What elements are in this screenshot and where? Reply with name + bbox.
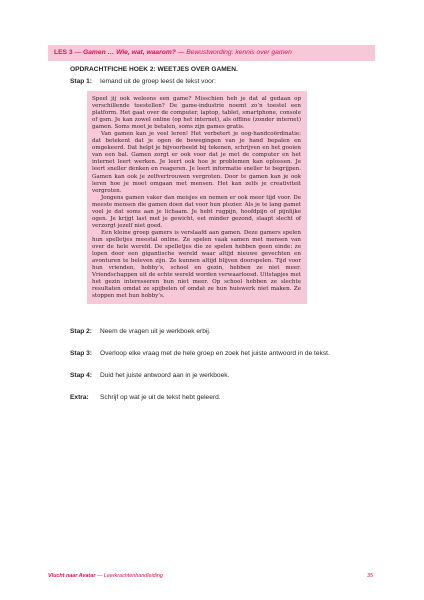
step-text: Iemand uit de groep leest de tekst voor: (100, 78, 216, 85)
paragraph: Jongens gamen vaker dan meisjes en nemen er ook meer tijd voor. De meeste mensen die gamen doen dat voor hun plezier. Als je te lang gamet voel je dat soms aan je lichaam. Je hebt rugpijn, hoofdpijn of pijnlijke ogen. Je krijgt last met je gewicht, eet minder gezond, slaapt slecht of verzorgt jezelf niet goed. (92, 194, 301, 229)
paragraph: Van gamen kan je veel leren! Het verbetert je oog-handcoördinatie: dat betekent dat je ogen de bewegingen van je hand bepalen en omgekeerd. Dat helpt je bijvoorbeeld bij tekenen, schrijven en het gooien van een bal. Gamen zorgt er ook voor dat je met de computer en het internet leert werken. Je leert ook hoe je problemen kan oplossen. Je leert sneller denken en reageren. Je leert informatie sneller te begrijpen. Gamen kan ook je zelfvertrouwen vergroten. Door te gamen kan je ook leren hoe je moet omgaan met mensen. Het kan zelfs je creativiteit vergroten. (92, 131, 301, 194)
step-label: Stap 3: (70, 350, 92, 358)
step-2 (70, 328, 370, 336)
step-text: Overloop elke vraag met de hele groep en zoek het juiste antwoord in de tekst. (100, 350, 330, 358)
step-3 (70, 350, 370, 358)
worksheet (70, 66, 370, 416)
reading-text-box (87, 91, 307, 304)
step-text: Neem de vragen uit je werkboek erbij. (100, 328, 211, 336)
book-title: Vlucht naar Avatar (48, 573, 96, 579)
step-extra (70, 394, 370, 402)
paragraph: Speel jij ook weleens een game? Misschien heb je dat al gedaan op verschillende toestellen? De game-industrie noemt zo’n toestel een platform. Het gaat over de computer, laptop, tablet, smartphone, console of gsm. Je kan zowel online (op het internet), als offline (zonder internet) gamen. Soms moet je betalen, soms zijn games gratis. (92, 96, 301, 131)
step-label: Stap 4: (70, 372, 92, 380)
section-title: OPDRACHTFICHE HOEK 2: WEETJES OVER GAMEN. (70, 66, 238, 73)
step-4 (70, 372, 370, 380)
lesson-subtitle: — Bewustwording: kennis over gamen (175, 49, 292, 56)
step-label: Extra: (70, 394, 89, 402)
step-text: Schrijf op wat je uit de tekst hebt geleerd. (100, 394, 221, 402)
step-text: Duid het juiste antwoord aan in je werkboek. (100, 372, 230, 380)
lesson-title: Gamen … Wie, wat, waarom? (83, 49, 176, 56)
lesson-number: LES 3 (54, 49, 73, 56)
header-dash: — (72, 49, 83, 56)
step-1 (70, 78, 370, 86)
chapter-header (48, 45, 375, 61)
step-list (70, 328, 370, 402)
book-subtitle: — Leerkrachtenhandleiding (95, 573, 163, 579)
step-label: Stap 2: (70, 328, 92, 336)
page-number: 35 (367, 573, 373, 579)
paragraph: Een kleine groep gamers is verslaafd aan gamen. Deze gamers spelen hun spelletjes meestal online. Ze spelen vaak samen met mensen van over de hele wereld. De spelletjes die ze spelen hebben geen einde: ze lopen door een gigantische wereld waar altijd nieuwe gevechten en avonturen te beleven zijn. Ze kunnen altijd blijven doorspelen. Tijd voor hun vrienden, hobby’s, school en gezin, hebben ze niet meer. Vriendschappen uit de echte wereld worden verwaarloosd. Uitstapjes met het gezin interesseren hun niet meer. Op school hebben ze slechte resultaten omdat ze spijbelen of omdat ze hun huiswerk niet maken. Ze stoppen met hun hobby’s. (92, 229, 301, 300)
page-footer (48, 573, 375, 579)
step-label: Stap 1: (70, 78, 92, 85)
